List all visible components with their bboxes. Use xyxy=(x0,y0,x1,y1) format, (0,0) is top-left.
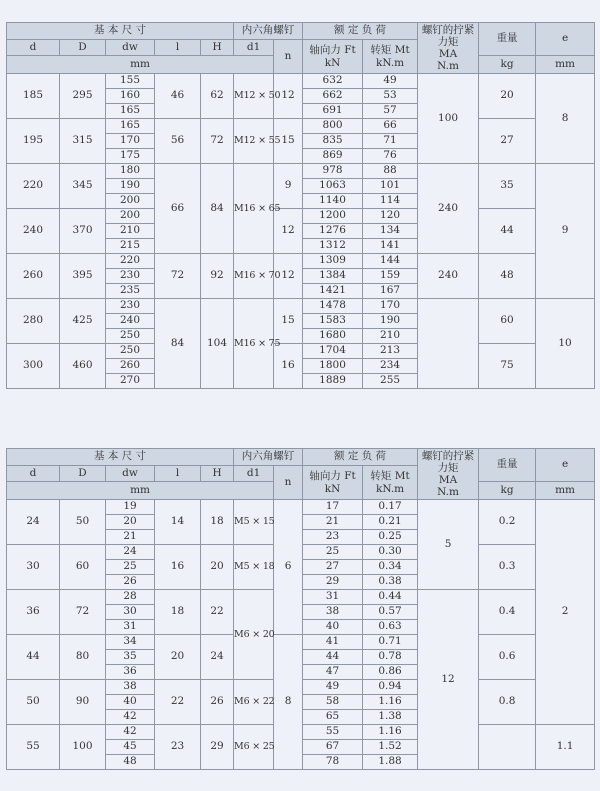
cell-mt: 101 xyxy=(363,179,418,194)
cell-ft: 632 xyxy=(303,74,363,89)
cell-ft: 800 xyxy=(303,119,363,134)
header-weight-unit: kg xyxy=(479,56,536,74)
cell-H: 84 xyxy=(201,164,234,254)
cell-mt: 0.30 xyxy=(363,545,418,560)
cell-dw: 250 xyxy=(106,344,155,359)
header-moment-unit: kN.m xyxy=(375,482,405,495)
cell-ft: 1276 xyxy=(303,224,363,239)
cell-d: 240 xyxy=(7,209,60,254)
header-ma-unit: N.m xyxy=(437,60,459,73)
cell-bolt: M6 × 20 xyxy=(234,590,274,680)
header-e-unit: mm xyxy=(536,56,595,74)
cell-ft: 44 xyxy=(303,650,363,665)
cell-dw: 31 xyxy=(106,620,155,635)
header-weight-unit: kg xyxy=(479,482,536,500)
spec-table-large xyxy=(6,22,595,389)
cell-ft: 1680 xyxy=(303,329,363,344)
cell-dw: 38 xyxy=(106,680,155,695)
cell-D: 345 xyxy=(60,164,106,209)
cell-l: 20 xyxy=(155,635,201,680)
cell-dw: 155 xyxy=(106,74,155,89)
cell-dw: 240 xyxy=(106,314,155,329)
header-n: n xyxy=(274,466,303,500)
table-row xyxy=(7,299,595,314)
cell-ft: 1421 xyxy=(303,284,363,299)
cell-bolt: M5 × 18 xyxy=(234,545,274,590)
cell-dw: 180 xyxy=(106,164,155,179)
cell-mt: 0.71 xyxy=(363,635,418,650)
cell-ft: 78 xyxy=(303,755,363,770)
cell-bolt: M16 × 70 xyxy=(234,254,274,299)
cell-weight: 48 xyxy=(479,254,536,299)
cell-e: 9 xyxy=(536,164,595,299)
cell-weight: 60 xyxy=(479,299,536,344)
cell-D: 460 xyxy=(60,344,106,389)
cell-torque: 240 xyxy=(418,164,479,254)
cell-dw: 35 xyxy=(106,650,155,665)
cell-ft: 38 xyxy=(303,605,363,620)
cell-weight: 75 xyxy=(479,344,536,389)
cell-dw: 21 xyxy=(106,530,155,545)
header-rated-load: 额 定 负 荷 xyxy=(303,449,418,466)
cell-d: 30 xyxy=(7,545,60,590)
cell-bolt: M6 × 22 xyxy=(234,680,274,725)
cell-ft: 1478 xyxy=(303,299,363,314)
header-d: d xyxy=(7,466,60,482)
header-axial-label: 轴向力 Ft xyxy=(309,44,356,57)
cell-dw: 42 xyxy=(106,710,155,725)
header-H: H xyxy=(201,40,234,56)
cell-torque: 240 xyxy=(418,254,479,299)
cell-ft: 23 xyxy=(303,530,363,545)
cell-ft: 27 xyxy=(303,560,363,575)
cell-dw: 215 xyxy=(106,239,155,254)
header-e: e xyxy=(536,23,595,56)
header-e: e xyxy=(536,449,595,482)
header-e-unit: mm xyxy=(536,482,595,500)
cell-dw: 220 xyxy=(106,254,155,269)
cell-bolt: M5 × 15 xyxy=(234,500,274,545)
cell-dw: 200 xyxy=(106,209,155,224)
cell-dw: 230 xyxy=(106,299,155,314)
cell-mt: 0.94 xyxy=(363,680,418,695)
header-torque xyxy=(418,449,479,500)
cell-l: 66 xyxy=(155,164,201,254)
cell-torque: 5 xyxy=(418,500,479,590)
cell-weight: 0.3 xyxy=(479,545,536,590)
cell-d: 50 xyxy=(7,680,60,725)
cell-ft: 1800 xyxy=(303,359,363,374)
cell-dw: 19 xyxy=(106,500,155,515)
table-row xyxy=(7,500,595,515)
cell-mt: 0.38 xyxy=(363,575,418,590)
cell-bolt: M16 × 65 xyxy=(234,164,274,254)
cell-mt: 167 xyxy=(363,284,418,299)
header-axial-unit: kN xyxy=(324,482,341,495)
cell-dw: 200 xyxy=(106,194,155,209)
header-basic-dims: 基 本 尺 寸 xyxy=(7,23,234,40)
cell-bolt: M12 × 55 xyxy=(234,119,274,164)
cell-bolt: M6 × 25 xyxy=(234,725,274,770)
cell-D: 72 xyxy=(60,590,106,635)
header-n: n xyxy=(274,40,303,74)
cell-ft: 1583 xyxy=(303,314,363,329)
header-d1: d1 xyxy=(234,466,274,482)
cell-ft: 29 xyxy=(303,575,363,590)
cell-n: 15 xyxy=(274,119,303,164)
cell-dw: 24 xyxy=(106,545,155,560)
cell-mt: 0.25 xyxy=(363,530,418,545)
cell-mt: 1.88 xyxy=(363,755,418,770)
cell-mt: 49 xyxy=(363,74,418,89)
cell-mt: 1.16 xyxy=(363,725,418,740)
cell-n: 16 xyxy=(274,344,303,389)
cell-ft: 31 xyxy=(303,590,363,605)
cell-dw: 26 xyxy=(106,575,155,590)
cell-mt: 134 xyxy=(363,224,418,239)
table-row xyxy=(7,254,595,269)
header-ma: MA xyxy=(438,48,458,60)
header-hex-bolt: 内六角螺钉 xyxy=(234,23,303,40)
header-d: d xyxy=(7,40,60,56)
cell-mt: 0.44 xyxy=(363,590,418,605)
header-l: l xyxy=(155,466,201,482)
cell-D: 395 xyxy=(60,254,106,299)
cell-dw: 25 xyxy=(106,560,155,575)
cell-H: 29 xyxy=(201,725,234,770)
header-H: H xyxy=(201,466,234,482)
spec-table-small xyxy=(6,448,595,770)
header-d1: d1 xyxy=(234,40,274,56)
cell-mt: 0.34 xyxy=(363,560,418,575)
header-rated-load: 额 定 负 荷 xyxy=(303,23,418,40)
cell-H: 92 xyxy=(201,254,234,299)
cell-mt: 88 xyxy=(363,164,418,179)
cell-ft: 691 xyxy=(303,104,363,119)
cell-dw: 165 xyxy=(106,119,155,134)
cell-l: 84 xyxy=(155,299,201,389)
cell-ft: 21 xyxy=(303,515,363,530)
cell-weight: 0.6 xyxy=(479,635,536,680)
cell-d: 185 xyxy=(7,74,60,119)
cell-mt: 57 xyxy=(363,104,418,119)
cell-mt: 71 xyxy=(363,134,418,149)
cell-mt: 213 xyxy=(363,344,418,359)
cell-dw: 34 xyxy=(106,635,155,650)
cell-l: 14 xyxy=(155,500,201,545)
cell-e: 8 xyxy=(536,74,595,164)
cell-n: 6 xyxy=(274,500,303,635)
cell-H: 20 xyxy=(201,545,234,590)
cell-ft: 1200 xyxy=(303,209,363,224)
cell-H: 26 xyxy=(201,680,234,725)
cell-mt: 0.57 xyxy=(363,605,418,620)
cell-ft: 1889 xyxy=(303,374,363,389)
cell-mt: 210 xyxy=(363,329,418,344)
header-mm: mm xyxy=(7,56,274,74)
cell-H: 22 xyxy=(201,590,234,635)
cell-dw: 250 xyxy=(106,329,155,344)
cell-weight: 44 xyxy=(479,209,536,254)
cell-ft: 869 xyxy=(303,149,363,164)
cell-ft: 47 xyxy=(303,665,363,680)
cell-D: 315 xyxy=(60,119,106,164)
cell-dw: 40 xyxy=(106,695,155,710)
cell-weight: 35 xyxy=(479,164,536,209)
cell-e: 2 xyxy=(536,500,595,725)
cell-dw: 28 xyxy=(106,590,155,605)
table-row xyxy=(7,164,595,179)
cell-d: 280 xyxy=(7,299,60,344)
cell-ft: 1140 xyxy=(303,194,363,209)
header-D: D xyxy=(60,466,106,482)
cell-l: 16 xyxy=(155,545,201,590)
header-row xyxy=(7,449,595,466)
cell-D: 100 xyxy=(60,725,106,770)
cell-H: 62 xyxy=(201,74,234,119)
cell-ft: 58 xyxy=(303,695,363,710)
cell-H: 72 xyxy=(201,119,234,164)
cell-d: 195 xyxy=(7,119,60,164)
table-row xyxy=(7,119,595,134)
header-moment-label: 转矩 Mt xyxy=(370,470,410,483)
cell-D: 80 xyxy=(60,635,106,680)
cell-n: 15 xyxy=(274,299,303,344)
cell-l: 22 xyxy=(155,680,201,725)
header-weight: 重量 xyxy=(479,23,536,56)
cell-mt: 1.52 xyxy=(363,740,418,755)
cell-dw: 20 xyxy=(106,515,155,530)
cell-D: 60 xyxy=(60,545,106,590)
cell-ft: 55 xyxy=(303,725,363,740)
cell-mt: 159 xyxy=(363,269,418,284)
cell-torque-empty xyxy=(479,725,536,770)
cell-mt: 1.38 xyxy=(363,710,418,725)
header-axial xyxy=(303,40,363,74)
cell-mt: 76 xyxy=(363,149,418,164)
cell-e: 10 xyxy=(536,299,595,389)
cell-ft: 662 xyxy=(303,89,363,104)
cell-ft: 835 xyxy=(303,134,363,149)
cell-dw: 160 xyxy=(106,89,155,104)
cell-n: 8 xyxy=(274,635,303,770)
cell-d: 260 xyxy=(7,254,60,299)
cell-dw: 190 xyxy=(106,179,155,194)
header-dw: dw xyxy=(106,466,155,482)
cell-mt: 144 xyxy=(363,254,418,269)
header-hex-bolt: 内六角螺钉 xyxy=(234,449,303,466)
header-moment-unit: kN.m xyxy=(375,56,405,69)
cell-weight: 0.2 xyxy=(479,500,536,545)
cell-mt: 0.63 xyxy=(363,620,418,635)
table-row xyxy=(7,635,595,650)
cell-weight: 27 xyxy=(479,119,536,164)
cell-dw: 45 xyxy=(106,740,155,755)
cell-ft: 1384 xyxy=(303,269,363,284)
cell-ft: 1309 xyxy=(303,254,363,269)
cell-d: 300 xyxy=(7,344,60,389)
cell-ft: 49 xyxy=(303,680,363,695)
cell-weight: 0.4 xyxy=(479,590,536,635)
cell-mt: 0.21 xyxy=(363,515,418,530)
cell-n: 12 xyxy=(274,209,303,254)
cell-dw: 270 xyxy=(106,374,155,389)
cell-mt: 141 xyxy=(363,239,418,254)
cell-mt: 234 xyxy=(363,359,418,374)
cell-dw: 235 xyxy=(106,284,155,299)
cell-dw: 30 xyxy=(106,605,155,620)
cell-d: 55 xyxy=(7,725,60,770)
cell-mt: 114 xyxy=(363,194,418,209)
cell-dw: 260 xyxy=(106,359,155,374)
cell-H: 24 xyxy=(201,635,234,680)
cell-mt: 170 xyxy=(363,299,418,314)
cell-d: 36 xyxy=(7,590,60,635)
cell-ft: 67 xyxy=(303,740,363,755)
header-axial xyxy=(303,466,363,500)
header-ma: MA xyxy=(438,474,458,486)
cell-torque: 100 xyxy=(418,74,479,164)
header-dw: dw xyxy=(106,40,155,56)
cell-dw: 48 xyxy=(106,755,155,770)
cell-ft: 1704 xyxy=(303,344,363,359)
cell-mt: 0.78 xyxy=(363,650,418,665)
cell-dw: 165 xyxy=(106,104,155,119)
header-D: D xyxy=(60,40,106,56)
cell-dw: 175 xyxy=(106,149,155,164)
table-row xyxy=(7,209,595,224)
cell-ft: 40 xyxy=(303,620,363,635)
cell-mt: 53 xyxy=(363,89,418,104)
cell-ft: 17 xyxy=(303,500,363,515)
header-axial-unit: kN xyxy=(324,56,341,69)
cell-l: 56 xyxy=(155,119,201,164)
header-l: l xyxy=(155,40,201,56)
cell-D: 90 xyxy=(60,680,106,725)
cell-dw: 36 xyxy=(106,665,155,680)
cell-D: 295 xyxy=(60,74,106,119)
header-torque xyxy=(418,23,479,74)
cell-mt: 1.16 xyxy=(363,695,418,710)
cell-H: 18 xyxy=(201,500,234,545)
header-mm: mm xyxy=(7,482,274,500)
cell-l: 18 xyxy=(155,590,201,635)
table-row xyxy=(7,344,595,359)
cell-d: 24 xyxy=(7,500,60,545)
cell-d: 44 xyxy=(7,635,60,680)
cell-torque-empty xyxy=(418,299,479,389)
header-moment-label: 转矩 Mt xyxy=(370,44,410,57)
cell-dw: 42 xyxy=(106,725,155,740)
table-row xyxy=(7,74,595,89)
header-torque-label: 螺钉的拧紧力矩 xyxy=(421,23,475,48)
header-moment xyxy=(363,40,418,74)
cell-n: 12 xyxy=(274,254,303,299)
header-moment xyxy=(363,466,418,500)
cell-dw: 210 xyxy=(106,224,155,239)
cell-dw: 230 xyxy=(106,269,155,284)
cell-bolt: M16 × 75 xyxy=(234,299,274,389)
cell-l: 23 xyxy=(155,725,201,770)
cell-D: 50 xyxy=(60,500,106,545)
cell-mt: 120 xyxy=(363,209,418,224)
cell-ft: 65 xyxy=(303,710,363,725)
cell-d: 220 xyxy=(7,164,60,209)
cell-mt: 255 xyxy=(363,374,418,389)
cell-l: 72 xyxy=(155,254,201,299)
cell-ft: 1312 xyxy=(303,239,363,254)
cell-torque: 12 xyxy=(418,590,479,770)
cell-weight: 1.1 xyxy=(536,725,595,770)
cell-dw: 170 xyxy=(106,134,155,149)
cell-mt: 0.86 xyxy=(363,665,418,680)
cell-ft: 1063 xyxy=(303,179,363,194)
header-torque-label: 螺钉的拧紧力矩 xyxy=(421,449,475,474)
cell-weight: 20 xyxy=(479,74,536,119)
cell-ft: 25 xyxy=(303,545,363,560)
cell-mt: 0.17 xyxy=(363,500,418,515)
cell-n: 9 xyxy=(274,164,303,209)
cell-D: 370 xyxy=(60,209,106,254)
cell-n: 12 xyxy=(274,74,303,119)
cell-mt: 66 xyxy=(363,119,418,134)
cell-ft: 41 xyxy=(303,635,363,650)
header-ma-unit: N.m xyxy=(437,486,459,499)
cell-bolt: M12 × 50 xyxy=(234,74,274,119)
header-row xyxy=(7,23,595,40)
header-weight: 重量 xyxy=(479,449,536,482)
cell-ft: 978 xyxy=(303,164,363,179)
cell-weight: 0.8 xyxy=(479,680,536,725)
cell-D: 425 xyxy=(60,299,106,344)
cell-mt: 190 xyxy=(363,314,418,329)
cell-l: 46 xyxy=(155,74,201,119)
header-axial-label: 轴向力 Ft xyxy=(309,470,356,483)
header-basic-dims: 基 本 尺 寸 xyxy=(7,449,234,466)
cell-H: 104 xyxy=(201,299,234,389)
